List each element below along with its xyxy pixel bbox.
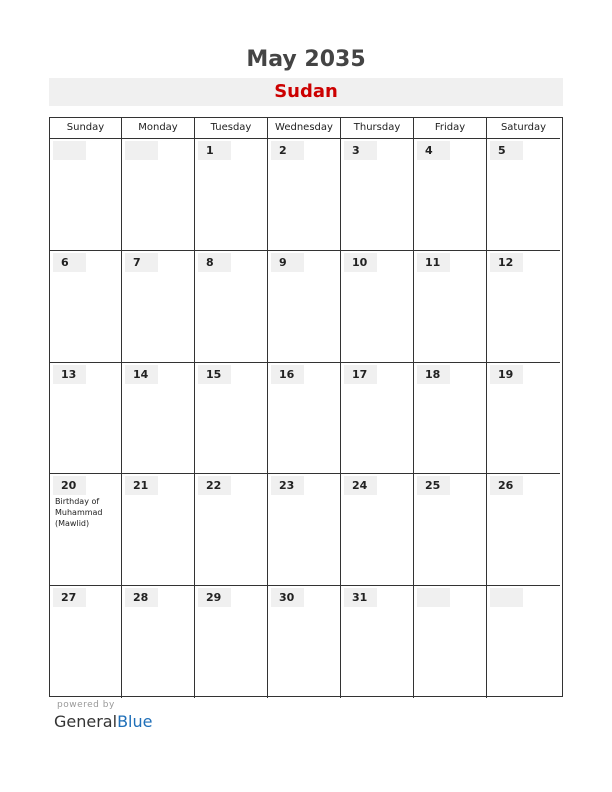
weekday-header: Thursday (341, 118, 414, 139)
day-number: 19 (490, 365, 523, 384)
day-number: 6 (53, 253, 86, 272)
day-number: 22 (198, 476, 231, 495)
day-cell[interactable] (50, 139, 122, 251)
day-cell[interactable] (487, 139, 560, 251)
day-cell[interactable] (414, 474, 487, 586)
day-number: 17 (344, 365, 377, 384)
day-number: 28 (125, 588, 158, 607)
day-number: 29 (198, 588, 231, 607)
day-number: 3 (344, 141, 377, 160)
day-number: 30 (271, 588, 304, 607)
day-cell[interactable] (268, 363, 341, 475)
weekday-header: Friday (414, 118, 487, 139)
day-cell[interactable] (414, 586, 487, 698)
day-cell[interactable] (268, 586, 341, 698)
day-number: 24 (344, 476, 377, 495)
day-cell[interactable] (414, 251, 487, 363)
generalblue-logo[interactable] (54, 712, 152, 731)
day-cell[interactable] (122, 363, 195, 475)
day-cell[interactable] (341, 586, 414, 698)
day-cell[interactable] (268, 474, 341, 586)
day-cell[interactable] (50, 363, 122, 475)
day-number: 23 (271, 476, 304, 495)
weekday-header: Tuesday (195, 118, 268, 139)
day-number: 21 (125, 476, 158, 495)
holiday-event: Birthday of Muhammad (Mawlid) (55, 497, 103, 529)
day-cell[interactable] (414, 363, 487, 475)
day-cell[interactable] (122, 251, 195, 363)
day-number: 8 (198, 253, 231, 272)
day-number: 1 (198, 141, 231, 160)
day-number: 2 (271, 141, 304, 160)
day-number: 9 (271, 253, 304, 272)
day-number: 25 (417, 476, 450, 495)
day-cell[interactable] (487, 251, 560, 363)
day-number: 12 (490, 253, 523, 272)
day-cell[interactable] (195, 363, 268, 475)
day-cell[interactable] (195, 139, 268, 251)
day-number: 15 (198, 365, 231, 384)
day-cell[interactable] (122, 139, 195, 251)
powered-by-text: powered by (57, 700, 115, 710)
day-cell[interactable] (50, 474, 122, 586)
day-cell[interactable] (341, 363, 414, 475)
country-label: Sudan (49, 78, 563, 106)
day-number: 20 (53, 476, 86, 495)
day-cell[interactable] (195, 474, 268, 586)
day-number: 26 (490, 476, 523, 495)
day-number: 10 (344, 253, 377, 272)
day-number: 27 (53, 588, 86, 607)
day-cell[interactable] (341, 139, 414, 251)
day-cell[interactable] (487, 474, 560, 586)
day-number: 31 (344, 588, 377, 607)
day-number: 7 (125, 253, 158, 272)
day-number (53, 141, 86, 160)
day-cell[interactable] (50, 251, 122, 363)
day-cell[interactable] (195, 586, 268, 698)
day-number (417, 588, 450, 607)
brand-blue: Blue (117, 712, 153, 731)
day-cell[interactable] (50, 586, 122, 698)
day-cell[interactable] (487, 363, 560, 475)
weekday-header: Wednesday (268, 118, 341, 139)
day-cell[interactable] (195, 251, 268, 363)
day-cell[interactable] (487, 586, 560, 698)
day-cell[interactable] (268, 139, 341, 251)
day-cell[interactable] (122, 474, 195, 586)
day-number: 18 (417, 365, 450, 384)
day-number: 4 (417, 141, 450, 160)
day-number: 16 (271, 365, 304, 384)
day-number (125, 141, 158, 160)
day-number (490, 588, 523, 607)
calendar-title: May 2035 (246, 47, 366, 72)
day-cell[interactable] (122, 586, 195, 698)
weekday-header: Saturday (487, 118, 560, 139)
day-cell[interactable] (268, 251, 341, 363)
day-number: 5 (490, 141, 523, 160)
day-cell[interactable] (341, 251, 414, 363)
brand-general: General (54, 712, 118, 731)
weekday-header: Sunday (50, 118, 122, 139)
day-number: 14 (125, 365, 158, 384)
weekday-header: Monday (122, 118, 195, 139)
day-number: 11 (417, 253, 450, 272)
day-number: 13 (53, 365, 86, 384)
day-cell[interactable] (341, 474, 414, 586)
day-cell[interactable] (414, 139, 487, 251)
calendar-grid (49, 117, 563, 697)
